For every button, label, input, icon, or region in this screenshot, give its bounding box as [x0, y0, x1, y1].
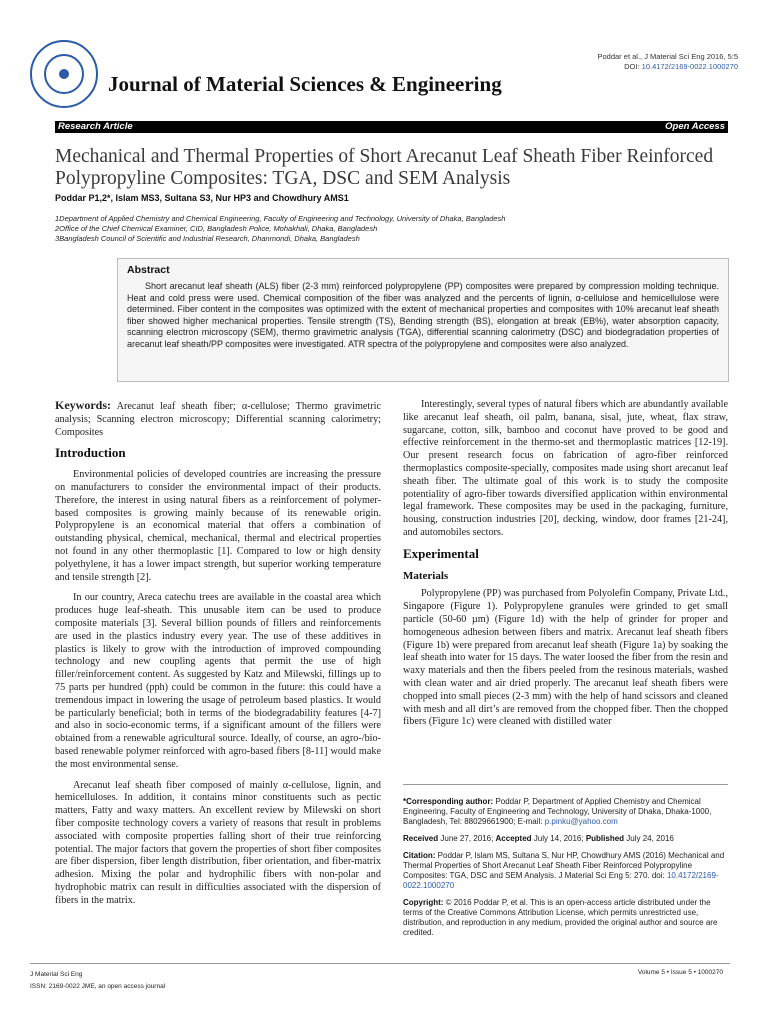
- experimental-heading: Experimental: [403, 545, 479, 561]
- abstract-box: [117, 258, 729, 382]
- affiliation-3: 3Bangladesh Council of Scientific and Industrial Research, Dhanmondi, Dhaka, Bangladesh: [55, 234, 360, 243]
- corresponding-author: [403, 797, 728, 827]
- dates: [403, 834, 728, 844]
- notes-divider: [403, 784, 728, 785]
- affiliation-1: 1Department of Applied Chemistry and Chemical Engineering, Faculty of Engineering and Technology, University of Dhaka, Bangladesh: [55, 214, 506, 223]
- citation-doi-link[interactable]: 10.4172/2169-0022.1000270: [403, 871, 719, 890]
- keywords-text: Arecanut leaf sheath fiber; α-cellulose; Thermo gravimetric analysis; Scanning electron microscopy; Differential scanning calorimetry; Composites: [55, 401, 381, 438]
- materials-heading: Materials: [403, 569, 449, 582]
- citation-text: Poddar P, Islam MS, Sultana S, Nur HP, Chowdhury AMS (2016) Mechanical and Thermal Properties of Short Arecanut Leaf Sheath Fiber Reinforced Polypropyline Composites: TGA, DSC and SEM Analysis. J Material Sci Eng 5: 270. doi:: [403, 851, 725, 880]
- accepted-label: Accepted: [495, 834, 532, 843]
- intro-paragraph-3: Arecanut leaf sheath fiber composed of mainly α-cellulose, lignin, and hemicelluloses. In addition, it contains minor constituents such as pectic matters, Fatty and waxy matters. An excellent review by Milewski on short fiber composite technology covers a variety of reasons that result in problems associated with composite properties falling short of their true reinforcing potential. The major factors that govern the properties of short fiber composites are fiber dispersion, fiber length distribution, fiber orientation, and fiber-matrix adhesion. Mixing the polar and hydrophilic fibers with non-polar and hydrophobic matrix can result in difficulties associated with the dispersion of fibers in the matrix.: [55, 779, 381, 906]
- footer-divider: [30, 963, 730, 964]
- citation-header: [598, 52, 739, 72]
- footer-issn: ISSN: 2169-0022 JME, an open access journal: [30, 983, 166, 990]
- corr-text: Poddar P, Department of Applied Chemistry and Chemical Engineering, Faculty of Engineering and Technology, University of Dhaka, Dhaka-1000, Bangladesh, Tel: 88029661900; E-mail:: [403, 797, 712, 826]
- open-access-label: Open Access: [665, 121, 725, 132]
- article-title: Mechanical and Thermal Properties of Short Arecanut Leaf Sheath Fiber Reinforced Polypropyline Composites: TGA, DSC and SEM Analysis: [55, 146, 714, 189]
- received-label: Received: [403, 834, 439, 843]
- article-type-bar: [55, 121, 728, 133]
- journal-title: Journal of Material Sciences & Engineering: [108, 72, 502, 96]
- intro-paragraph-1: Environmental policies of developed countries are increasing the pressure on manufacturers to consider the environmental impact of their products. Therefore, the interest in using natural fibers as a reinforcement of polymer-based composites is growing mainly because of its renewable origin. Polypropylene is an economical material that offers a combination of outstanding physical, chemical, mechanical, thermal and electrical properties not found in any other thermoplastic [1]. Compared to low or high density polyethylene, it has a lower impact strength, but superior working temperature and tensile strength [2].: [55, 469, 381, 583]
- abstract-text: Short arecanut leaf sheath (ALS) fiber (2-3 mm) reinforced polypropylene (PP) composites were prepared by compression molding technique. Heat and cold press were used. Chemical composition of the fiber was analyzed and the percents of lignin, α-cellulose and hemicellulose were determined. Fiber content in the composites was optimized with the extent of mechanical properties and composites with 10% arecanut leaf sheath fiber showed higher mechanical properties. Tensile strength (TS), Bending strength (BS), elongation at break (EB%), water absorption capacity, scanning electron microscopy (SEM), thermo gravimetric analysis (TGA), differential scanning calorimetry (DSC) and biodegradation properties of arecanut leaf sheath/PP composites were investigated. ATR spectra of the polypropylene and composites were also analyzed.: [127, 281, 719, 349]
- accepted-date: July 14, 2016;: [531, 834, 586, 843]
- citation-line: Poddar et al., J Material Sci Eng 2016, 5:5: [597, 52, 738, 61]
- abstract-heading: Abstract: [127, 264, 170, 276]
- doi-label: DOI:: [624, 62, 642, 71]
- intro-paragraph-2: In our country, Areca catechu trees are available in the coastal area which produces huge leaf-sheath. This unusable item can be used to produce composite materials [3]. Several billion pounds of fillers and reinforcements are used in the plastics industry every year. The use of these additives in plastics is likely to grow with the introduction of improved compounding technology and new coupling agents that permit the use of high filler/reinforcement content. As suggested by Katz and Milewski, fillings up to 75 parts per hundred (pph) could be common in the future: this could have a tremendous impact in lowering the usage of petroleum based plastics. It would be particularly beneficial; both in terms of the biodegradability features [4-7] and also in socio-economic terms, if a significant amount of the fillers were obtained from a renewable agricultural source. Ideally, of course, an agro-/bio-based renewable polymer reinforced with agro-based fibers [8-11] would make the most environmental sense.: [55, 592, 381, 770]
- article-type: Research Article: [58, 121, 133, 132]
- keywords-label: Keywords:: [55, 398, 111, 412]
- received-date: June 27, 2016;: [438, 834, 496, 843]
- copyright-label: Copyright:: [403, 898, 444, 907]
- introduction-heading: Introduction: [55, 445, 126, 461]
- keywords: [55, 399, 381, 439]
- copyright: [403, 898, 728, 938]
- citation-label: Citation:: [403, 851, 436, 860]
- published-date: July 24, 2016: [624, 834, 674, 843]
- affiliation-2: 2Office of the Chief Chemical Examiner, CID, Bangladesh Police, Mohakhali, Dhaka, Bangladesh: [55, 224, 378, 233]
- left-column: [55, 399, 381, 915]
- footer-journal: J Material Sci Eng: [30, 971, 83, 978]
- right-column: [403, 399, 728, 737]
- logo-center: [59, 69, 69, 79]
- email-link[interactable]: p.pinku@yahoo.com: [544, 817, 618, 826]
- materials-paragraph: Polypropylene (PP) was purchased from Polyolefin Company, Private Ltd., Singapore (Figure 1). Polypropylene granules were grinded to get small particle (50-60 µm) (Figure 1d) with the help of grinder for proper and homogeneous adhesion between fibers and matrix. Arecanut leaf sheath fibers (Figure 1b) were prepared from arecanut leaf sheath (Figure 1a) by soaking the leaf sheath into water for 15 days. The water loosed the fiber from the resin and waxy materials and then the fibers peeled from the resinous materials, washed with clean water and air dried properly. The arecanut leaf sheath fibers were chopped into small pieces (2-3 mm) with the help of hand scissors and cleaned with mesh and all dirt’s are removed from the chopped fiber. Then the chopped fibers (Figure 1c) were cleaned with distilled water: [403, 588, 728, 728]
- affiliations: [55, 214, 505, 244]
- copyright-text: © 2016 Poddar P, et al. This is an open-access article distributed under the terms of the Creative Commons Attribution License, which permits unrestricted use, distribution, and reproduction in any medium, provided the original author and source are credited.: [403, 898, 718, 937]
- journal-logo: [30, 40, 98, 108]
- footer-volume: Volume 5 • Issue 5 • 1000270: [637, 969, 723, 976]
- footer-left: [30, 969, 165, 993]
- author-list: Poddar P1,2*, Islam MS3, Sultana S3, Nur HP3 and Chowdhury AMS1: [55, 193, 349, 203]
- doi-line: [598, 62, 739, 72]
- corr-label: *Corresponding author:: [403, 797, 494, 806]
- citation: [403, 851, 728, 891]
- doi-link[interactable]: 10.4172/2169-0022.1000270: [641, 62, 738, 71]
- article-notes: [403, 797, 728, 945]
- intro-paragraph-4: Interestingly, several types of natural fibers which are abundantly available like arecanut leaf sheath, oil palm, banana, sisal, jute, wheat, flax straw, sugarcane, cotton, silk, bamboo and coconut have proved to be good and effective reinforcement in the thermo-set and thermoplastic matrices [12-19]. Our present research focus on fabrication of agro-fiber reinforced thermoplastics composite-specially, composites made using short arecanut leaf sheath fiber. The ultimate goal of this work is to study the composite potentiality of agro-fiber towards diversified application within environmental legal framework. These composites may be used in the packaging, furniture, housing, construction industries [20], decking, window, door frames [21-24], and automobiles sectors.: [403, 399, 728, 538]
- published-label: Published: [585, 834, 625, 843]
